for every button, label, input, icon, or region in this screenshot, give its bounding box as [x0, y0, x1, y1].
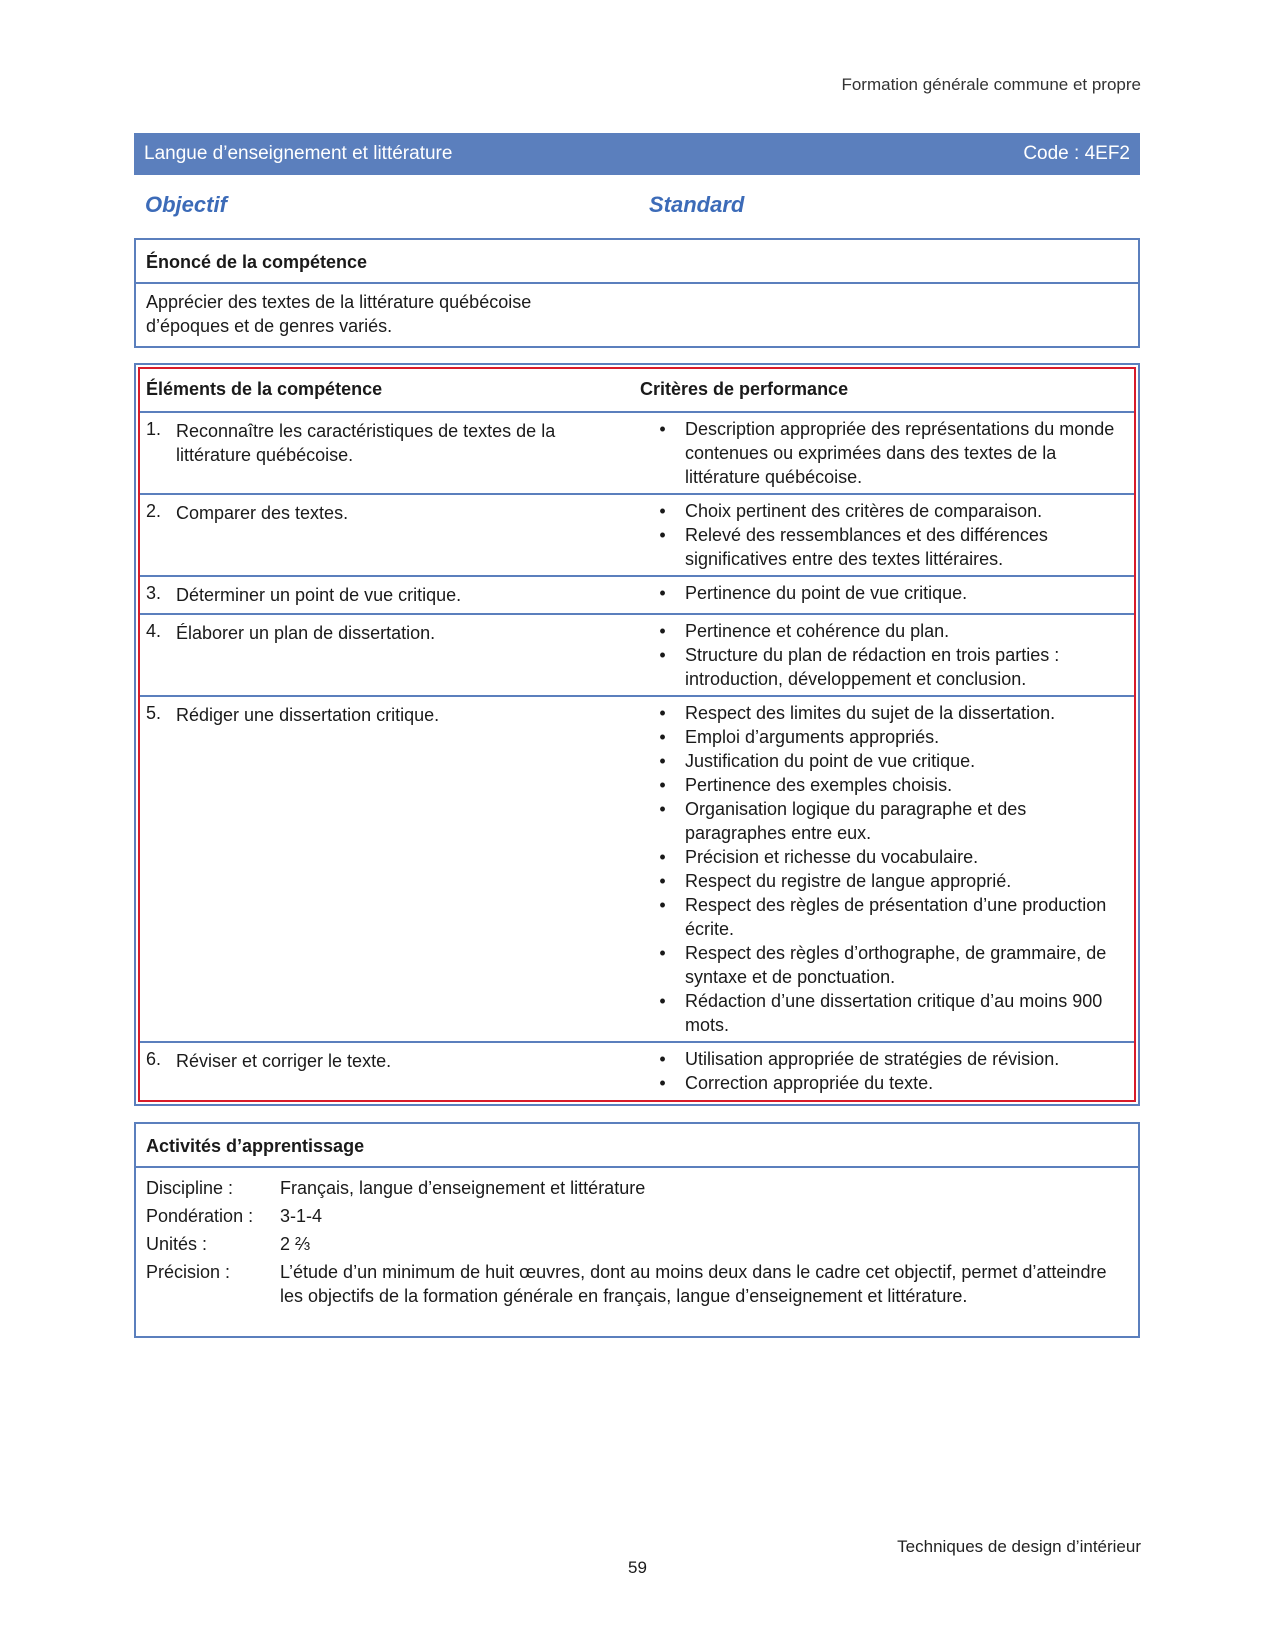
element-cell — [140, 615, 640, 695]
criteria-cell — [640, 495, 1134, 575]
element-label: Comparer des textes. — [176, 503, 349, 523]
element-number: 4. — [146, 621, 162, 641]
elements-frame — [138, 367, 1136, 1102]
activite-value: Français, langue d’enseignement et littérature — [280, 1178, 646, 1198]
bullet-icon: • — [659, 501, 666, 521]
element-label: Reconnaître les caractéristiques de textes de la littérature québécoise. — [176, 421, 556, 465]
course-code: Code : 4EF2 — [1023, 143, 1130, 164]
elements-rows — [140, 413, 1134, 1099]
objective-standard-row — [145, 192, 765, 218]
running-header: Formation générale commune et propre — [841, 75, 1141, 94]
activites-body — [136, 1168, 1138, 1320]
elements-table — [134, 363, 1140, 1106]
bullet-icon: • — [659, 991, 666, 1011]
bullet-icon: • — [659, 751, 666, 771]
element-row — [140, 413, 1134, 495]
criterion-item — [640, 417, 1122, 489]
activite-line — [146, 1260, 1128, 1308]
criteria-cell — [640, 413, 1134, 493]
criterion-item — [640, 941, 1122, 989]
activite-key: Unités : — [146, 1234, 208, 1254]
criterion-item — [640, 845, 1122, 869]
criterion-item — [640, 499, 1122, 523]
element-cell — [140, 1043, 640, 1099]
criterion-text: Pertinence du point de vue critique. — [685, 583, 968, 603]
criterion-text: Correction appropriée du texte. — [685, 1073, 934, 1093]
enonce-line-2: d’époques et de genres variés. — [146, 316, 393, 336]
activites-box — [134, 1122, 1140, 1338]
criterion-item — [640, 1071, 1122, 1095]
criterion-item — [640, 989, 1122, 1037]
criterion-text: Pertinence des exemples choisis. — [685, 775, 953, 795]
element-row — [140, 1043, 1134, 1099]
element-label: Élaborer un plan de dissertation. — [176, 623, 436, 643]
element-number: 3. — [146, 583, 162, 603]
criterion-item — [640, 581, 1122, 605]
criterion-text: Respect des règles d’orthographe, de grammaire, de syntaxe et de ponctuation. — [685, 943, 1107, 987]
element-row — [140, 495, 1134, 577]
program-footer: Techniques de design d’intérieur — [897, 1537, 1141, 1556]
element-number: 6. — [146, 1049, 162, 1069]
bullet-icon: • — [659, 943, 666, 963]
page-number: 59 — [628, 1558, 647, 1577]
objectif-label: Objectif — [145, 192, 227, 217]
criterion-text: Pertinence et cohérence du plan. — [685, 621, 950, 641]
enonce-box — [134, 238, 1140, 348]
enonce-text — [136, 284, 1138, 344]
criterion-item — [640, 749, 1122, 773]
element-row — [140, 615, 1134, 697]
bullet-icon: • — [659, 419, 666, 439]
activite-line — [146, 1176, 1128, 1200]
course-title-bar — [134, 133, 1140, 175]
activite-key: Pondération : — [146, 1206, 254, 1226]
enonce-line-1: Apprécier des textes de la littérature québécoise — [146, 292, 532, 312]
criterion-text: Relevé des ressemblances et des différences significatives entre des textes littéraires. — [685, 525, 1048, 569]
criterion-item — [640, 869, 1122, 893]
bullet-icon: • — [659, 621, 666, 641]
criteria-cell — [640, 577, 1134, 613]
criterion-text: Description appropriée des représentations du monde contenues ou exprimées dans des textes de la littérature québécoise. — [685, 419, 1115, 487]
activite-key: Précision : — [146, 1262, 231, 1282]
criterion-text: Choix pertinent des critères de comparaison. — [685, 501, 1043, 521]
element-row — [140, 697, 1134, 1043]
bullet-icon: • — [659, 871, 666, 891]
criteria-col-heading: Critères de performance — [640, 379, 849, 399]
activite-value: L’étude d’un minimum de huit œuvres, dont au moins deux dans le cadre cet objectif, permet d’atteindre les objectifs de la formation générale en français, langue d’enseignement et littérature. — [280, 1262, 1107, 1306]
bullet-icon: • — [659, 799, 666, 819]
element-cell — [140, 413, 640, 493]
criteria-cell — [640, 697, 1134, 1041]
elements-col-heading: Éléments de la compétence — [146, 379, 383, 399]
criterion-text: Respect des règles de présentation d’une production écrite. — [685, 895, 1107, 939]
element-label: Rédiger une dissertation critique. — [176, 705, 440, 725]
criterion-item — [640, 701, 1122, 725]
criterion-item — [640, 773, 1122, 797]
activite-value: 3-1-4 — [280, 1206, 323, 1226]
element-cell — [140, 697, 640, 1041]
bullet-icon: • — [659, 1073, 666, 1093]
criterion-text: Structure du plan de rédaction en trois parties : introduction, développement et conclusion. — [685, 645, 1060, 689]
element-cell — [140, 577, 640, 613]
activite-value: 2 ⅔ — [280, 1234, 311, 1254]
element-cell — [140, 495, 640, 575]
criterion-text: Emploi d’arguments appropriés. — [685, 727, 940, 747]
criterion-item — [640, 725, 1122, 749]
criterion-item — [640, 893, 1122, 941]
element-label: Déterminer un point de vue critique. — [176, 585, 462, 605]
criteria-cell — [640, 615, 1134, 695]
criterion-text: Rédaction d’une dissertation critique d’au moins 900 mots. — [685, 991, 1103, 1035]
activites-heading: Activités d’apprentissage — [136, 1124, 1138, 1168]
criterion-text: Respect des limites du sujet de la dissertation. — [685, 703, 1056, 723]
criterion-text: Respect du registre de langue approprié. — [685, 871, 1012, 891]
bullet-icon: • — [659, 1049, 666, 1069]
bullet-icon: • — [659, 525, 666, 545]
element-row — [140, 577, 1134, 615]
course-title: Langue d’enseignement et littérature — [144, 143, 453, 164]
elements-table-header — [140, 369, 1134, 413]
criterion-item — [640, 619, 1122, 643]
criterion-item — [640, 523, 1122, 571]
criterion-text: Justification du point de vue critique. — [685, 751, 976, 771]
criterion-item — [640, 643, 1122, 691]
criteria-cell — [640, 1043, 1134, 1099]
criterion-item — [640, 1047, 1122, 1071]
standard-label: Standard — [649, 192, 745, 217]
bullet-icon: • — [659, 727, 666, 747]
activite-line — [146, 1232, 1128, 1256]
element-number: 2. — [146, 501, 162, 521]
criterion-text: Utilisation appropriée de stratégies de révision. — [685, 1049, 1060, 1069]
bullet-icon: • — [659, 645, 666, 665]
activite-key: Discipline : — [146, 1178, 234, 1198]
bullet-icon: • — [659, 583, 666, 603]
criterion-text: Organisation logique du paragraphe et des paragraphes entre eux. — [685, 799, 1027, 843]
enonce-heading: Énoncé de la compétence — [136, 240, 1138, 284]
criterion-item — [640, 797, 1122, 845]
bullet-icon: • — [659, 775, 666, 795]
element-number: 1. — [146, 419, 162, 439]
bullet-icon: • — [659, 703, 666, 723]
element-number: 5. — [146, 703, 162, 723]
element-label: Réviser et corriger le texte. — [176, 1051, 392, 1071]
activite-line — [146, 1204, 1128, 1228]
bullet-icon: • — [659, 847, 666, 867]
bullet-icon: • — [659, 895, 666, 915]
criterion-text: Précision et richesse du vocabulaire. — [685, 847, 979, 867]
